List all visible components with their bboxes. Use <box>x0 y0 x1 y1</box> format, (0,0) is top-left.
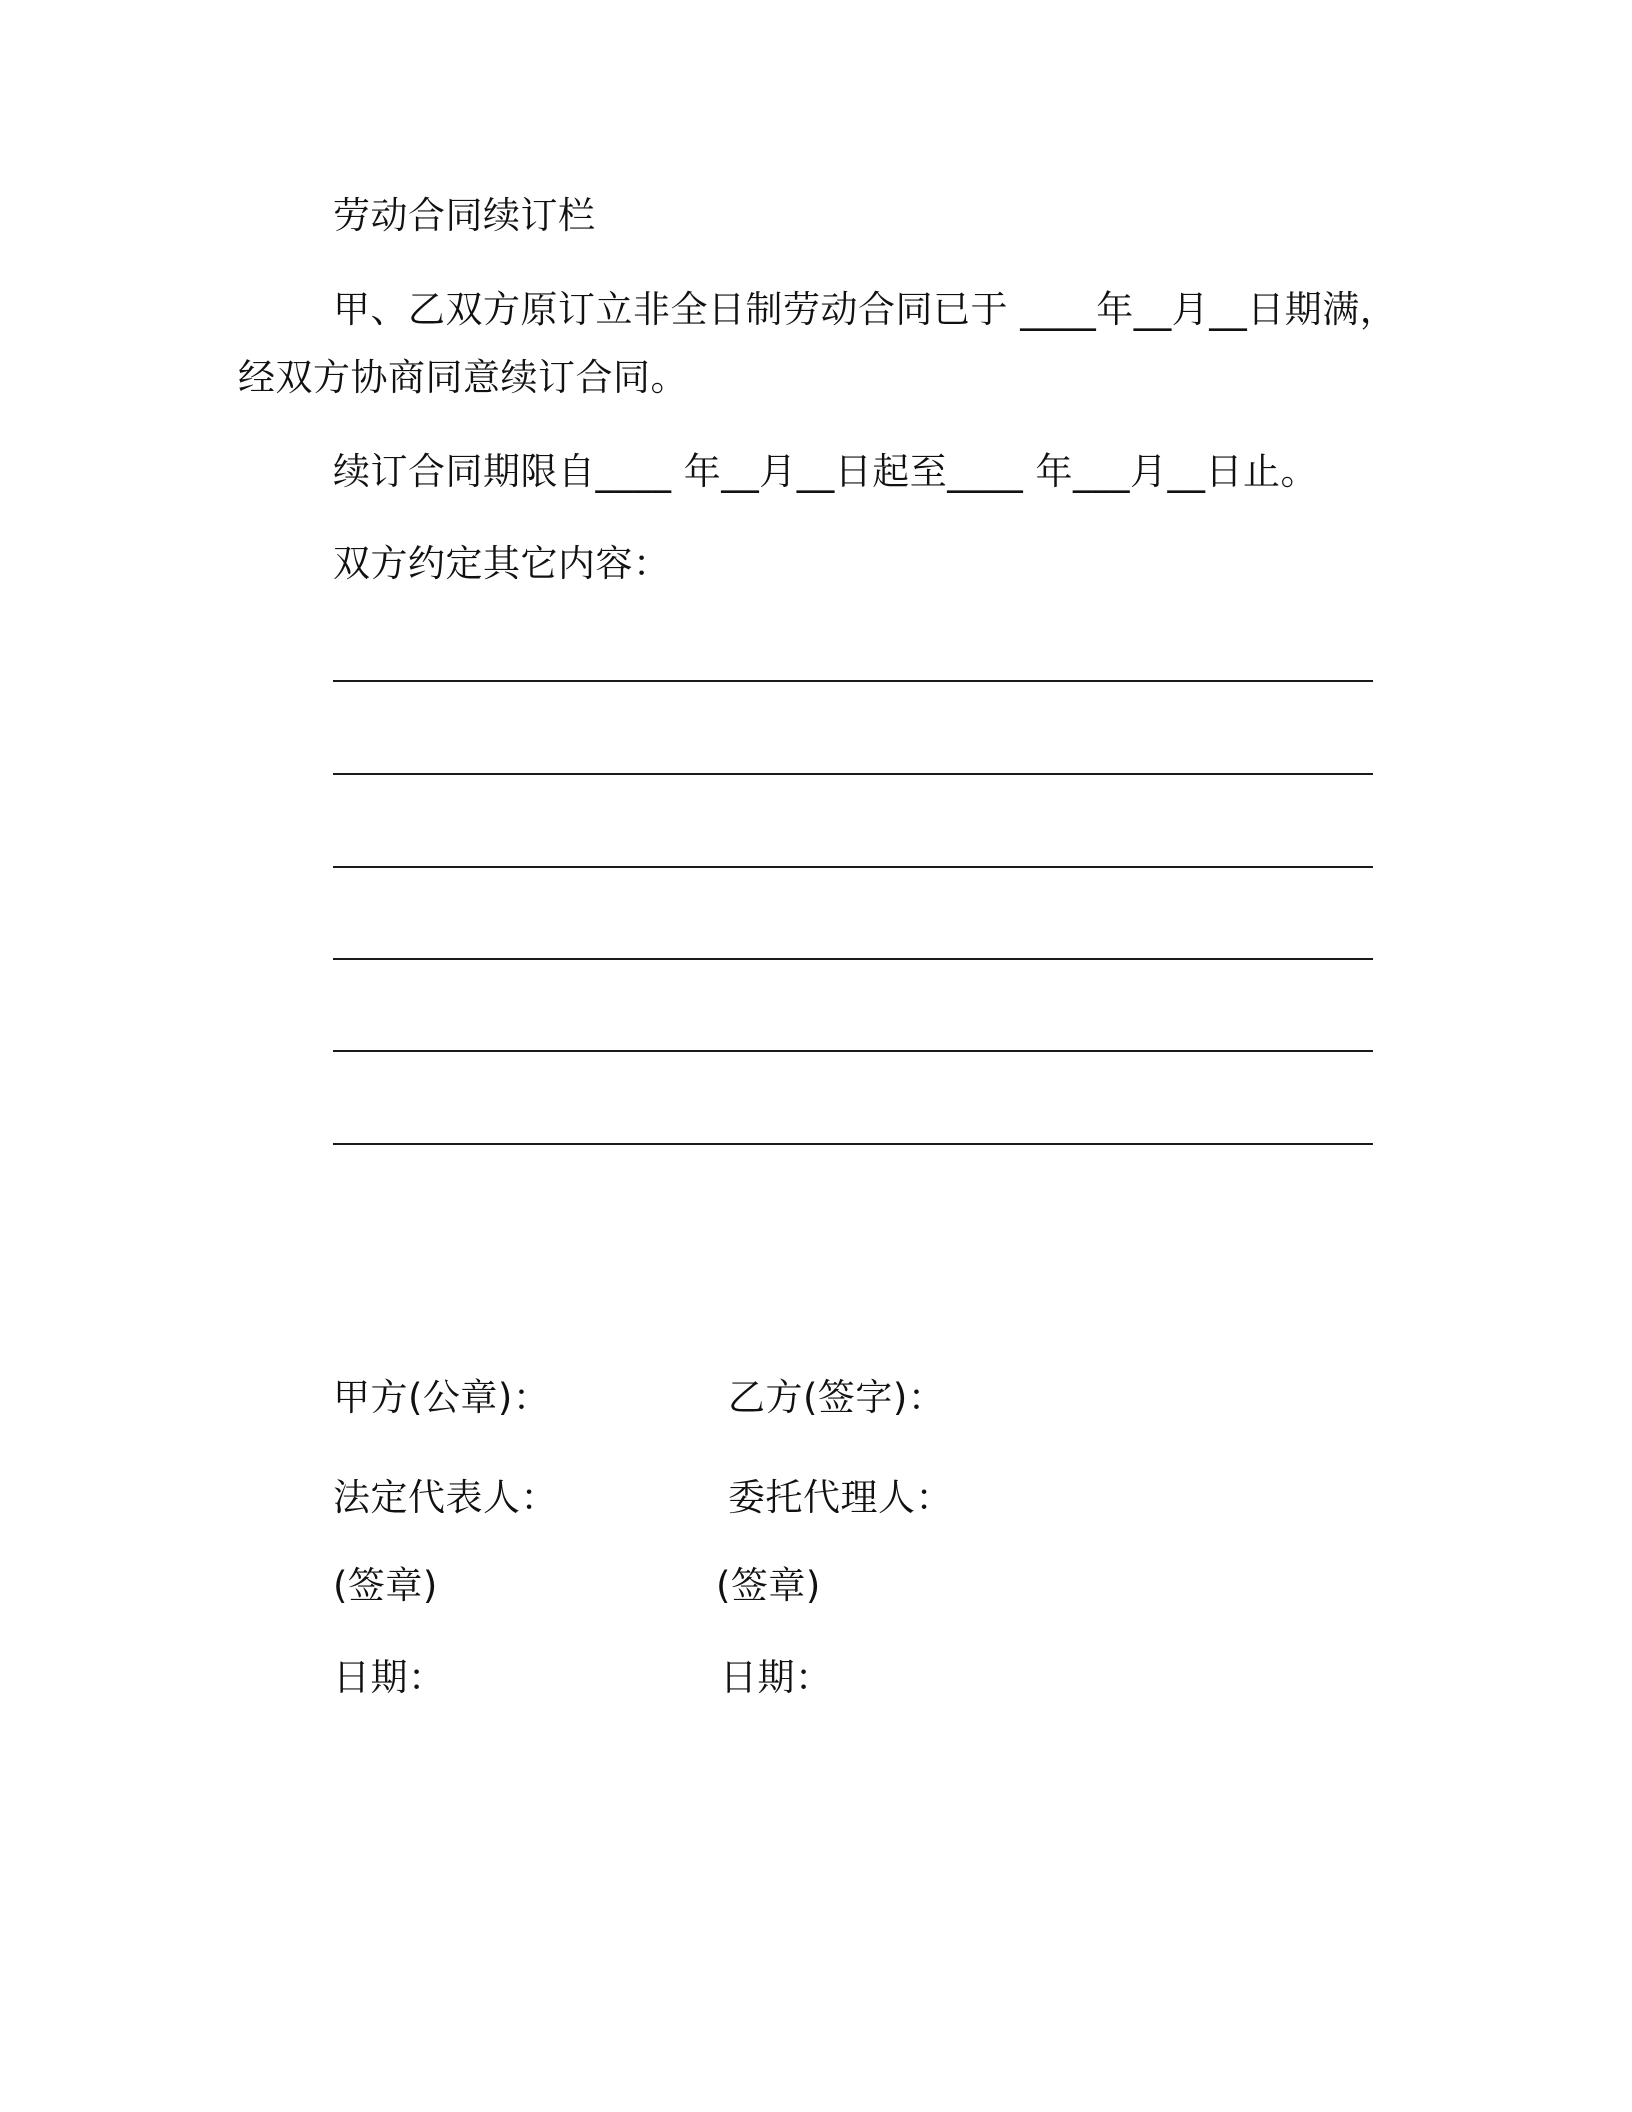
blank-fill-line <box>333 1143 1373 1145</box>
legal-representative-label: 法定代表人： <box>333 1476 558 1519</box>
party-b-signature-label: (签章) <box>716 1564 821 1607</box>
blank-fill-line <box>333 680 1373 682</box>
paragraph-other-terms-label: 双方约定其它内容： <box>333 542 671 585</box>
paragraph-expiry-line-2: 经双方协商同意续订合同。 <box>238 356 688 399</box>
blank-fill-line <box>333 773 1373 775</box>
paragraph-renewal-term: 续订合同期限自____ 年__月__日起至____ 年___月__日止。 <box>333 450 1319 493</box>
party-b-date-label: 日期： <box>720 1656 833 1699</box>
blank-fill-line <box>333 958 1373 960</box>
paragraph-expiry-line-1: 甲、乙双方原订立非全日制劳动合同已于 ____年__月__日期满， <box>333 288 1398 331</box>
party-b-sign-label: 乙方(签字)： <box>728 1376 946 1419</box>
authorized-agent-label: 委托代理人： <box>728 1476 953 1519</box>
blank-fill-line <box>333 866 1373 868</box>
blank-fill-line <box>333 1050 1373 1052</box>
party-a-date-label: 日期： <box>333 1656 446 1699</box>
party-a-seal-label: 甲方(公章)： <box>333 1376 551 1419</box>
document-title: 劳动合同续订栏 <box>333 194 596 237</box>
party-a-signature-label: (签章) <box>333 1564 438 1607</box>
